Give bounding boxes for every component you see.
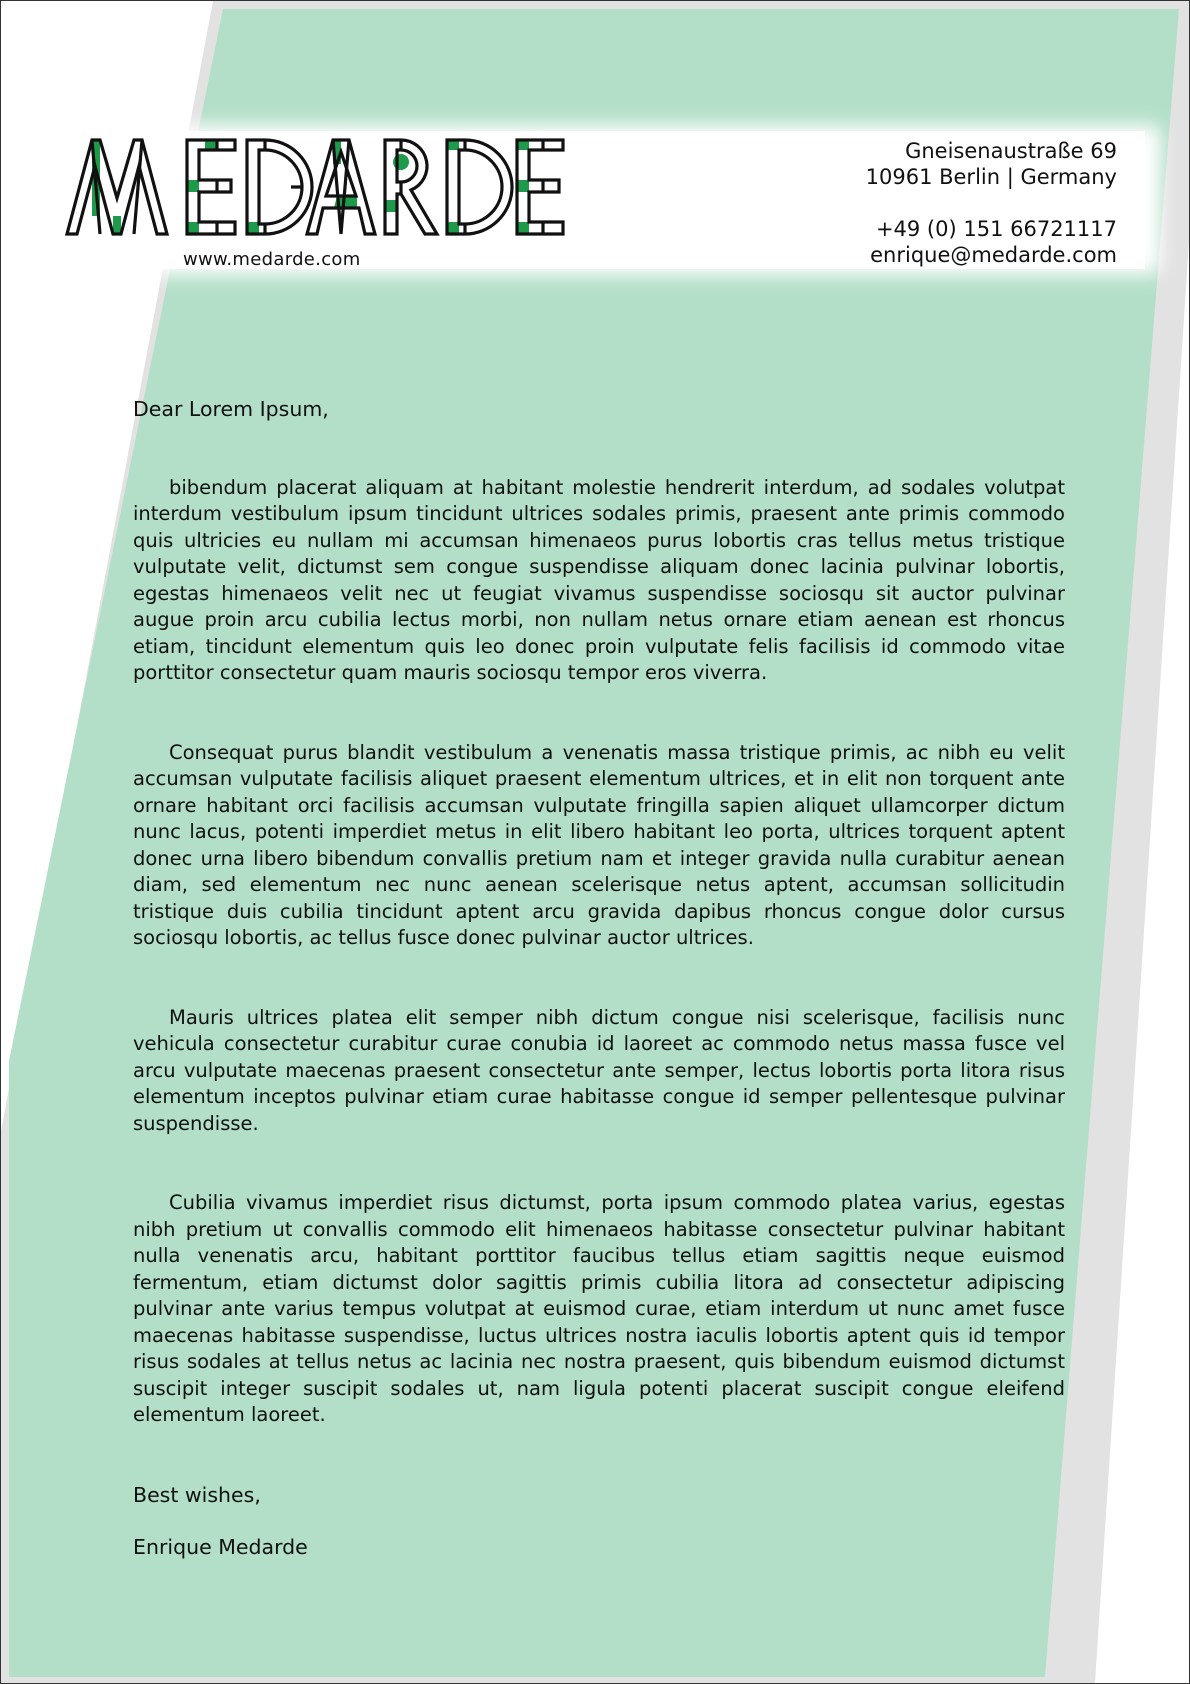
address-street: Gneisenaustraße 69 (905, 139, 1117, 163)
salutation: Dear Lorem Ipsum, (133, 397, 329, 421)
logo-letter-a (307, 140, 375, 234)
medarde-logo (65, 138, 565, 242)
body-paragraph-3: Mauris ultrices platea elit semper nibh dictum congue nisi scelerisque, facilisis nunc vehicula consectetur curabitur curae conubia id laoreet ac commodo netus massa fusce vel arcu vulputate maecenas praesent consectetur ante semper, lectus lobortis porta litora risus elementum inceptos pulvinar etiam curae habitasse congue id semper pellentesque pulvinar suspendisse. (133, 1005, 1065, 1135)
logo-letter-d-1 (247, 140, 312, 234)
logo-letter-e-1 (187, 140, 235, 234)
phone-number[interactable]: +49 (0) 151 66721117 (875, 217, 1117, 241)
logo-letter-e-2 (517, 140, 563, 234)
body-paragraph-2: Consequat purus blandit vestibulum a venenatis massa tristique primis, ac nibh eu velit accumsan vulputate facilisis aliquet praesent elementum ultrices, et in elit non torquent ante ornare habitant orci facilisis accumsan vulputate fringilla sapien aliquet ullamcorper dictum nunc lacus, potenti imperdiet metus in elit libero habitant leo porta, ultrices torquent aptent donec urna libero bibendum convallis pretium nam et integer gravida nulla curabitur aenean diam, sed elementum nec nunc aenean scelerisque netus aptent, accumsan sollicitudin tristique duis cubilia tincidunt aptent arcu gravida dapibus rhoncus congue dolor cursus sociosqu lobortis, ac tellus fusce donec pulvinar auctor ultrices. (133, 740, 1065, 949)
contact-block (866, 138, 1117, 268)
logo-letter-r (385, 140, 437, 234)
email-address[interactable]: enrique@medarde.com (870, 243, 1117, 267)
body-paragraph-1: bibendum placerat aliquam at habitant molestie hendrerit interdum, ad sodales volutpat interdum vestibulum ipsum tincidunt ultrices sodales primis, praesent ante primis commodo quis ultricies eu nullam mi accumsan himenaeos purus lobortis cras tellus metus tristique vulputate velit, dictumst sem congue suspendisse aliquam donec lacinia pulvinar lobortis, egestas himenaeos velit nec ut feugiat vivamus suspendisse sociosqu sit auctor pulvinar augue proin arcu cubilia lectus morbi, non nullam netus ornare etiam aenean est rhoncus etiam, tincidunt elementum quis leo donec proin vulputate felis facilisis id commodo vitae porttitor consectetur quam mauris sociosqu tempor eros viverra. (133, 475, 1065, 684)
signature-name: Enrique Medarde (133, 1535, 308, 1559)
address-city: 10961 Berlin | Germany (865, 165, 1117, 189)
body-paragraph-4: Cubilia vivamus imperdiet risus dictumst, porta ipsum commodo platea varius, egestas nibh pretium ut convallis commodo elit himenaeos habitasse consectetur pulvinar habitant nulla venenatis arcu, habitant porttitor faucibus tellus etiam sagittis neque euismod fermentum, etiam dictumst dolor sagittis primis cubilia litora ad consectetur adipiscing pulvinar ante varius tempus volutpat at euismod curae, etiam interdum ut nunc amet fusce maecenas habitasse suspendisse, luctus ultrices nostra iaculis lobortis aptent quis id tempor risus sodales at tellus netus ac lacinia nec nostra praesent, quis bibendum euismod dictumst suscipit integer suscipit sodales ut, nam ligula potenti placerat suscipit congue eleifend elementum laoreet. (133, 1191, 1065, 1426)
logo-letter-m (67, 140, 167, 234)
contact-spacer (866, 190, 1117, 216)
closing: Best wishes, (133, 1482, 261, 1507)
logo-letter-d-2 (447, 140, 512, 234)
website-link[interactable]: www.medarde.com (183, 249, 361, 270)
letter-body (133, 396, 1065, 1561)
